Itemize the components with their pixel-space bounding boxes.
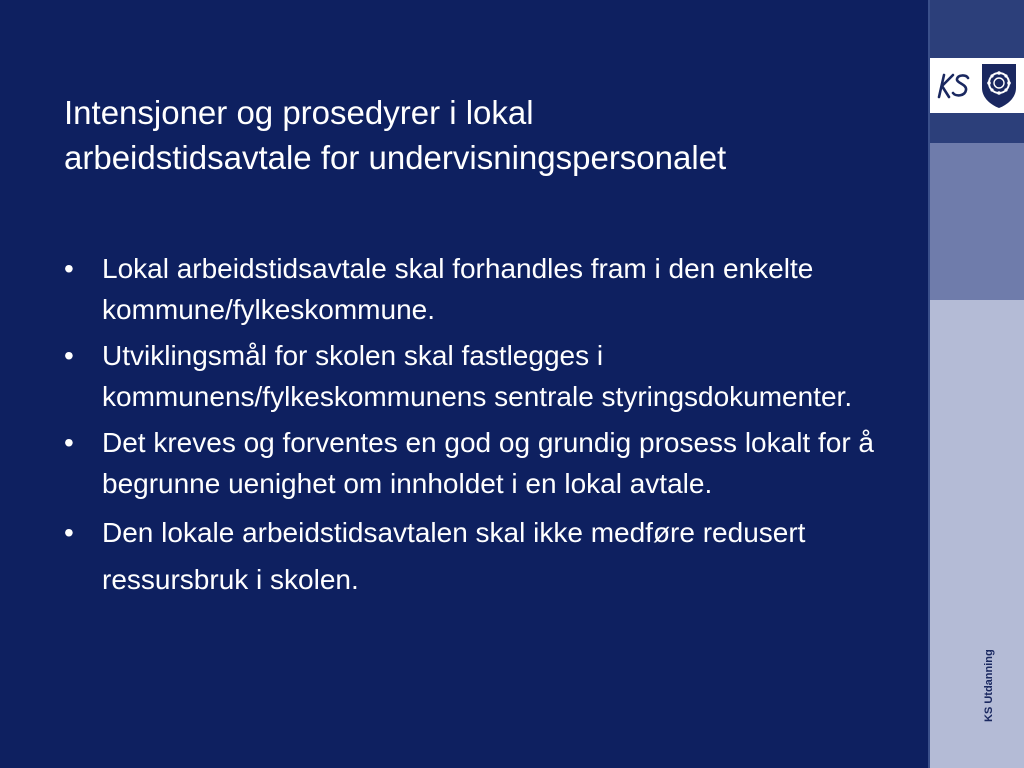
bullet-item-2 [64, 335, 904, 417]
bullet-text-2: Utviklingsmål for skolen skal fastlegges i kommunens/fylkeskommunens sentrale styringsdokumenter. [102, 340, 853, 412]
slide-title [64, 90, 904, 180]
slide-title-line-2: arbeidstidsavtale for undervisningspersonalet [64, 139, 727, 176]
sidebar-band-light [930, 300, 1024, 768]
sidebar-band-top [930, 0, 1024, 58]
bullet-text-4: Den lokale arbeidstidsavtalen skal ikke medføre redusert ressursbruk i skolen. [102, 517, 806, 595]
ks-seal-icon [979, 62, 1019, 109]
bullet-text-3: Det kreves og forventes en god og grundig prosess lokalt for å begrunne uenighet om innholdet i en lokal avtale. [102, 427, 874, 499]
bullet-marker: • [64, 427, 74, 458]
ks-logo [930, 58, 976, 113]
ks-utdanning-label: KS Utdanning [983, 649, 995, 722]
bullet-item-1 [64, 248, 904, 330]
bullet-marker: • [64, 253, 74, 284]
sidebar-band-dark [930, 113, 1024, 143]
sidebar-band-mid [930, 143, 1024, 300]
bullet-marker: • [64, 517, 74, 548]
ks-logo-icon [933, 71, 973, 101]
sidebar [930, 0, 1024, 768]
bullet-list [64, 248, 904, 608]
slide-title-line-1: Intensjoner og prosedyrer i lokal [64, 94, 534, 131]
bullet-item-3 [64, 422, 904, 504]
bullet-marker: • [64, 340, 74, 371]
bullet-text-1: Lokal arbeidstidsavtale skal forhandles fram i den enkelte kommune/fylkeskommune. [102, 253, 814, 325]
bullet-item-4 [64, 509, 904, 603]
